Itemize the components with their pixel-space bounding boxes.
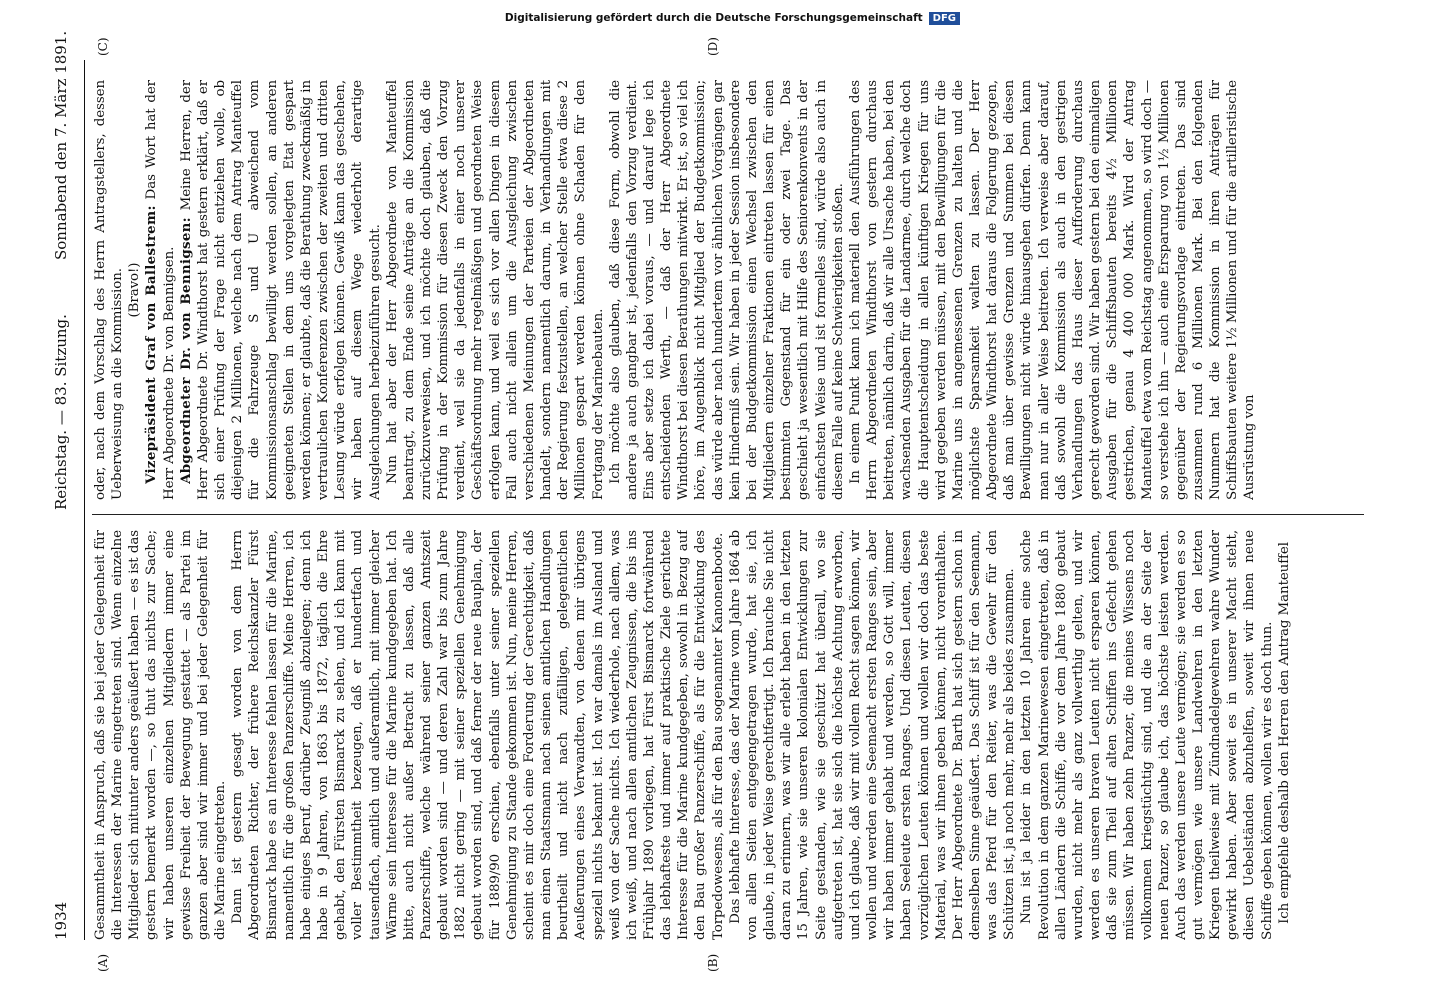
header-rule [84,60,85,940]
paragraph: In einem Punkt kann ich materiell den Ausführungen des Herrn Abgeordneten Windthorst von gestern durchaus beitreten, nämlich darin, daß wir alle Ursache haben, bei den wachsenden Ausgaben für die Landarmee, durch welche doch die Hauptentscheidung in allen künftigen Kriegen für uns wird gegeben werden müssen, mit den Bewilligungen für die Marine uns in angemessenen Grenzen zu halten und die möglichste Sparsamkeit walten zu lassen. Der Herr Abgeordnete Windthorst hat daraus die Folgerung gezogen, daß man über gewisse Grenzen und Summen bei diesen Bewilligungen nicht würde hinausgehen dürfen. Denn kann man nur in aller Weise beitreten. Ich verweise aber darauf, daß sowohl die Kommission als auch in den gestrigen Verhandlungen das Haus dieser Aufforderung durchaus gerecht geworden sind. Wir haben gestern bei den einmaligen Ausgaben für die Schiffsbauten bereits 4½ Millionen gestrichen, genau 4 400 000 Mark. Wird der Antrag Manteuffel etwa vom Reichstag angenommen, so wird doch — so verstehe ich ihn — auch eine Ersparung von 1½ Millionen gegenüber der Regierungsvorlage eintreten. Das sind zusammen rund 6 Millionen Mark. Bei den folgenden Nummern hat die Kommission in ihren Anträgen für Schiffsbauten weitere 1½ Millionen und für die artilleristische Ausrüstung von [847,80,1258,500]
margin-marker-b: (B) [706,953,720,972]
speaker-name: Abgeordneter Dr. von Bennigsen: [177,217,194,484]
left-text-column [92,530,1362,940]
page-number: 1934 [52,901,70,940]
left-running-title: Reichstag. — 83. Sitzung. [52,314,70,510]
column-divider [92,514,1364,515]
paragraph: Nun hat aber der Herr Abgeordnete von Manteuffel beantragt, zu dem Ende seine Anträge an die Kommission zurückzuverweisen, und ich möchte doch glauben, daß die Prüfung in der Kommission für diesen Zweck den Vorzug verdient, weil sie da jedenfalls in einer noch unserer Geschäftsordnung mehr regelmäßigen und geordneten Weise erfolgen kann, und weil es sich vor allen Dingen in diesem Fall auch nicht allein um die Ausgleichung zwischen verschiedenen Meinungen der Parteien der Abgeordneten handelt, sondern namentlich darum, in Verhandlungen mit der Regierung festzustellen, an welcher Stelle etwa diese 2 Millionen gespart werden können ohne Schaden für den Fortgang der Marinebauten. [384,80,606,500]
paragraph: Das lebhafte Interesse, das der Marine vom Jahre 1864 ab von allen Seiten entgegengetragen wurde, hat sie, ich glaube, in jeder Weise gerechtfertigt. Ich brauche Sie nicht daran zu erinnern, was wir alle erlebt haben in den letzten 15 Jahren, wie sie unseren kolonialen Entwicklungen zur Seite gestanden, wie sie geschützt hat überall, wo sie aufgetreten ist, hat sie sich die höchste Achtung erworben, und ich glaube, daß wir mit vollem Recht sagen können, wir wollen und werden eine Seemacht ersten Ranges sein, aber wir haben immer gehabt und werden, so Gott will, immer haben Seeleute ersten Ranges. Und diesen Leuten, diesen vorzüglichen Leuten können und wollen wir doch das beste Material, was wir ihnen geben können, nicht vorenthalten. Der Herr Abgeordnete Dr. Barth hat sich gestern schon in demselben Sinne geäußert. Das Schiff ist für den Seemann, was das Pferd für den Reiter, was die Gewehr für den Schützen ist, ja noch mehr, mehr als beides zusammen. [727,530,1018,940]
speaker-paragraph [178,80,384,500]
applause-note: (Bravo!) [127,262,143,318]
dfg-credit-text: Digitalisierung gefördert durch die Deutsche Forschungsgemeinschaft [504,12,923,24]
speaker-name: Vizepräsident Graf von Ballestrem: [143,205,160,484]
paragraph: Gesammtheit in Anspruch, daß sie bei jeder Gelegenheit für die Interessen der Marine eingetreten sind. Wenn einzelne Mitglieder sich mitunter anders geäußert haben — es ist das gestern bemerkt worden —, so thut das nichts zur Sache; wir haben unseren einzelnen Mitgliedern immer eine gewisse Freiheit der Bewegung gestattet — als Partei im ganzen aber sind wir immer und bei jeder Gelegenheit für die Marine eingetreten. [93,530,229,940]
paragraph-text: Meine Herren, der Herr Abgeordnete Dr. Windthorst hat gestern erklärt, daß er sich einer Prüfung der Frage nicht entziehen wolle, ob diejenigen 2 Millionen, welche nach dem Antrag Manteuffel für die Fahrzeuge S und U abweichend vom Kommissionsanschlag bewilligt werden sollen, an anderen geeigneten Stellen in dem uns vorgelegten Etat gespart werden können; er glaubte, daß die Berathung zweckmäßig in vertraulichen Konferenzen zwischen der zweiten und dritten Lesung würde erfolgen können. Gewiß kann das geschehen, wir haben auf diesem Wege wiederholt derartige Ausgleichungen herbeizuführen gesucht. [178,80,383,500]
paragraph: Ich empfehle deshalb den Herren den Antrag Manteuffel [1276,542,1292,924]
page-header [52,30,80,940]
paragraph-text: Das Wort hat der Herr Abgeordnete Dr. von Bennigsen. [144,80,177,500]
margin-marker-c: (C) [96,37,110,56]
dfg-logo: DFG [929,12,960,25]
paragraph: Dann ist gestern gesagt worden von dem Herrn Abgeordneten Richter, der frühere Reichskanzler Fürst Bismarck habe es an Interesse fehlen lassen für die Marine, namentlich für die großen Panzerschiffe. Meine Herren, ich habe einiges Beruf, darüber Zeugniß abzulegen; denn ich habe in 9 Jahren, von 1863 bis 1872, täglich die Ehre gehabt, den Fürsten Bismarck zu sehen, und ich kann mit voller Bestimmtheit bezeugen, daß er hundertfach und tausendfach, amtlich und außeramtlich, mit immer gleicher Wärme sein Interesse für die Marine kundgegeben hat. Ich bitte, auch nicht außer Betracht zu lassen, daß alle Panzerschiffe, welche während seiner ganzen Amtszeit gebaut worden sind — und deren Zahl war bis zum Jahre 1882 nicht gering — mit seiner speziellen Genehmigung gebaut worden sind, und daß ferner der neue Bauplan, der für 1889/90 erschien, ebenfalls unter seiner speziellen Genehmigung zu Stande gekommen ist. Nun, meine Herren, scheint es mir doch eine Forderung der Gerechtigkeit, daß man einen Staatsmann nach seinen amtlichen Handlungen beurtheilt und nicht nach zufälligen, gelegentlichen Aeußerungen eines Verwandten, von denen mir übrigens speziell nichts bekannt ist. Ich war damals im Ausland und weiß von der Sache nichts. Ich wiederhole, nach allem, was ich weiß, und nach allen amtlichen Zeugnissen, die bis ins Frühjahr 1890 vorliegen, hat Fürst Bismarck fortwährend das lebhafteste und immer auf praktische Ziele gerichtete Interesse für die Marine kundgegeben, sowohl in Bezug auf den Bau großer Panzerschiffe, als für die Entwicklung des Torpedowesens, als für den Bau sogenannter Kanonenboote. [230,530,726,940]
speaker-paragraph [143,80,177,500]
margin-marker-a: (A) [96,953,110,972]
right-running-title: Sonnabend den 7. März 1891. [52,30,70,260]
right-text-column [92,80,1362,500]
paragraph: Ich möchte also glauben, daß diese Form, obwohl die andere ja auch gangbar ist, jedenfalls den Vorzug verdient. Eins aber setze ich dabei voraus, — und darauf lege ich entscheidenden Werth, — daß der Herr Abgeordnete Windthorst bei diesen Berathungen mitwirkt. Er ist, so viel ich höre, im Augenblick nicht Mitglied der Budgetkommission; das würde aber nach hundertem vor ähnlichen Vorgängen gar kein Hinderniß sein. Wir haben in jeder Session insbesondere bei der Budgetkommission einen Wechsel zwischen den Mitgliedern einzelner Fraktionen eintreten lassen für einen bestimmten Gegenstand für ein oder zwei Tage. Das geschieht ja wesentlich mit Hilfe des Seniorenkonvents in der einfachsten Weise und ist formelles sind, würde also auch in diesem Falle auf keine Schwierigkeiten stoßen. [607,80,846,500]
paragraph: Nun ist ja leider in den letzten 10 Jahren eine solche Revolution in dem ganzen Marinewesen eingetreten, daß in allen Ländern die Schiffe, die vor dem Jahre 1880 gebaut wurden, nicht mehr als ganz vollwerthig gelten, und wir werden es unseren braven Leuten nicht ersparen können, daß sie zum Theil auf alten Schiffen ins Gefecht gehen müssen. Wir haben zehn Panzer, die meines Wissens noch vollkommen kriegstüchtig sind, und die an der Seite der neuen Panzer, so glaube ich, das höchste leisten werden. Auch das werden unsere Leute vermögen; sie werden es so gut vermögen wie unsere Landwehren in den letzten Kriegen theilweise mit Zündnadelgewehren wahre Wunder gewirkt haben. Aber soweit es in unserer Macht steht, diesen Uebelständen abzuhelfen, soweit wir ihnen neue Schiffe geben können, wollen wir es doch thun. [1019,530,1275,940]
margin-marker-d: (D) [706,37,720,56]
paragraph: oder, nach dem Vorschlag des Herrn Antragstellers, dessen Ueberweisung an die Kommission. [93,80,126,500]
